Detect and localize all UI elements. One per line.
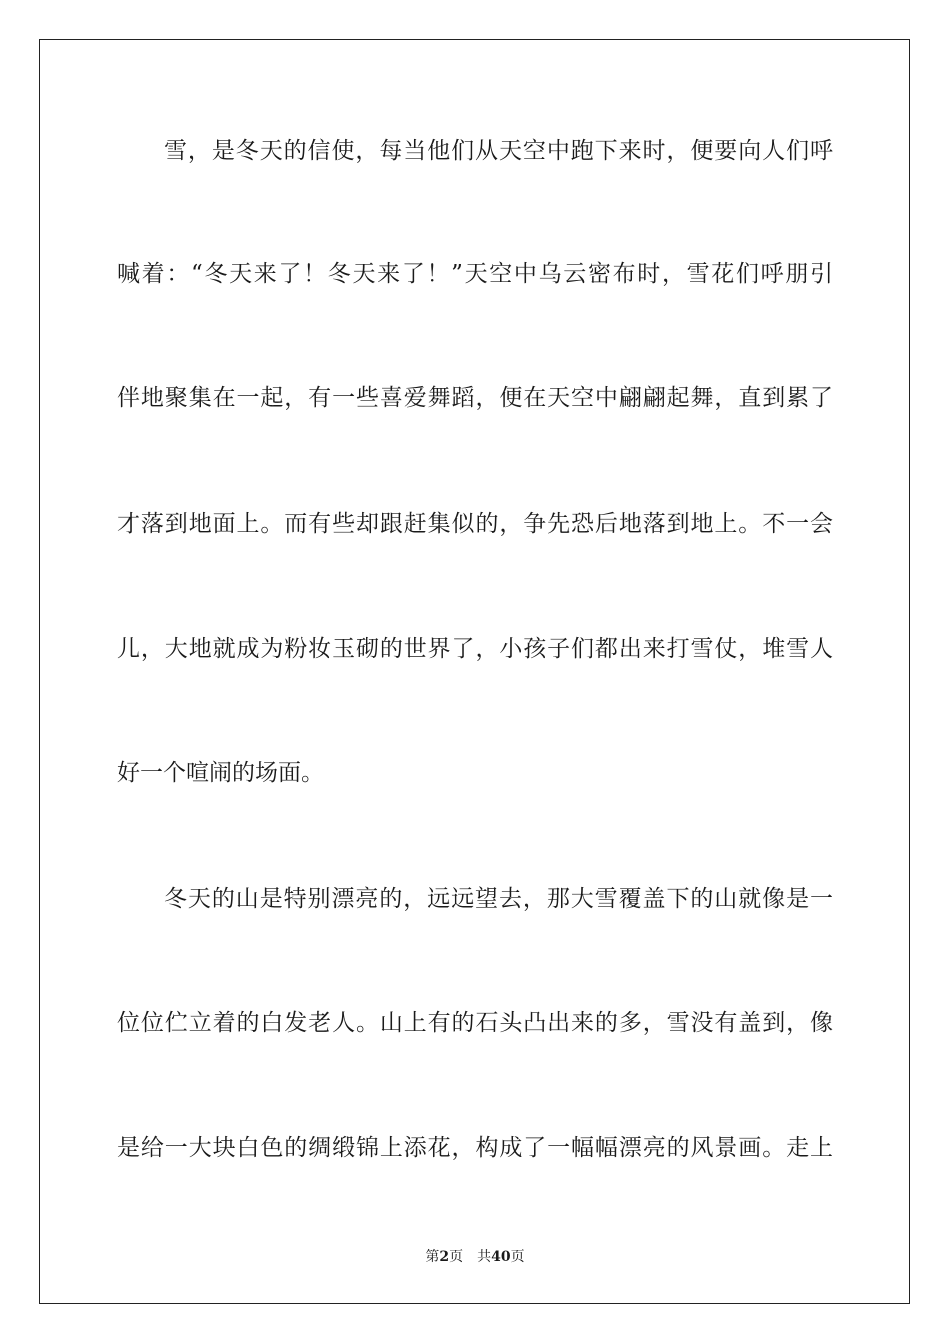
paragraph-2-line-3: 是给一大块白色的绸缎锦上添花，构成了一幅幅漂亮的风景画。走上 [117,1135,833,1161]
total-prefix: 共 [477,1249,492,1265]
page-border [39,39,910,1304]
paragraph-1-line-1: 雪，是冬天的信使，每当他们从天空中跑下来时，便要向人们呼 [164,138,833,164]
paragraph-1-line-4: 才落到地面上。而有些却跟赶集似的，争先恐后地落到地上。不一会 [117,511,833,537]
paragraph-1-line-2: 喊着：“冬天来了！冬天来了！”天空中乌云密布时，雪花们呼朋引 [117,261,833,287]
paragraph-1-line-5: 儿，大地就成为粉妆玉砌的世界了，小孩子们都出来打雪仗，堆雪人 [117,636,833,662]
page-suffix: 页 [449,1249,464,1265]
paragraph-1-line-6: 好一个喧闹的场面。 [117,760,324,786]
total-suffix: 页 [510,1249,525,1265]
paragraph-2-line-1: 冬天的山是特别漂亮的，远远望去，那大雪覆盖下的山就像是一 [164,886,833,912]
page-prefix: 第 [425,1249,440,1265]
page-total-number: 40 [491,1249,511,1265]
page-current-number: 2 [439,1249,450,1265]
paragraph-2-line-2: 位位伫立着的白发老人。山上有的石头凸出来的多，雪没有盖到，像 [117,1010,833,1036]
page-footer [0,1246,950,1266]
paragraph-1-line-3: 伴地聚集在一起，有一些喜爱舞蹈，便在天空中翩翩起舞，直到累了 [117,385,833,411]
